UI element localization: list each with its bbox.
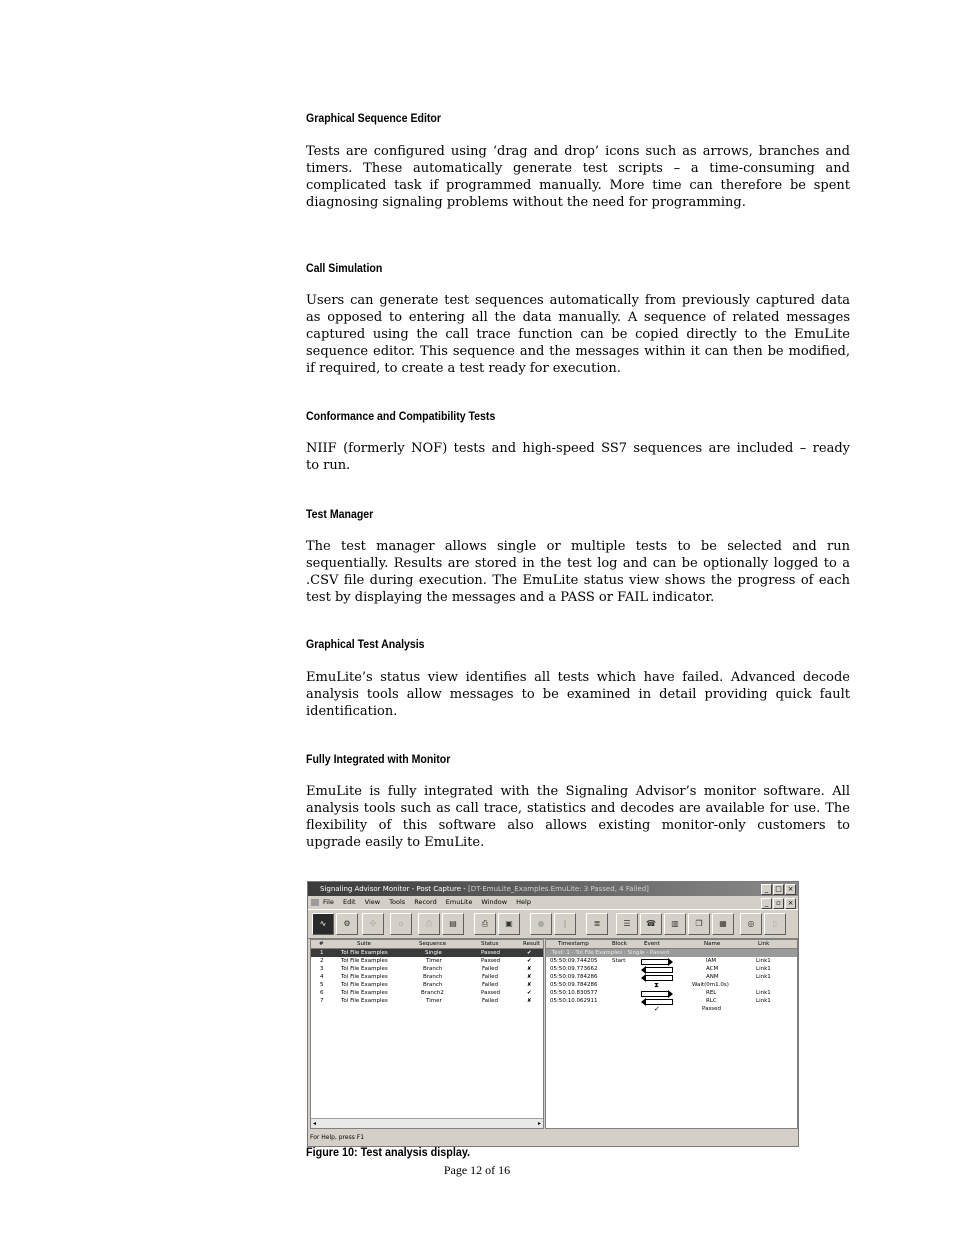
app-titlebar <box>308 882 798 896</box>
event-name: ANM <box>706 974 719 980</box>
event-timestamp: 05:50:09.773662 <box>550 966 598 972</box>
check-icon: ✔ <box>527 958 532 964</box>
toolbar <box>308 909 798 939</box>
column-header[interactable]: Event <box>644 941 660 947</box>
row-status: Failed <box>482 982 498 988</box>
figure-caption: Figure 10: Test analysis display. <box>306 1145 471 1159</box>
event-timestamp: 05:50:10.062911 <box>550 998 598 1004</box>
row-sequence: Timer <box>426 998 442 1004</box>
test-list-header <box>311 940 543 949</box>
child-minimize-icon[interactable]: _ <box>761 898 772 909</box>
text-line: EmuLite’s status view identifies all tests which have failed. Advanced decode <box>306 670 850 685</box>
table-row[interactable] <box>311 949 543 957</box>
print-icon[interactable]: ⎙ <box>474 913 496 935</box>
menu-help[interactable]: Help <box>516 898 531 906</box>
row-sequence: Single <box>425 950 442 956</box>
incoming-arrow-icon <box>646 967 673 973</box>
text-line: Users can generate test sequences automatically from previously captured data <box>306 293 850 308</box>
page-number: Page 12 of 16 <box>443 1163 511 1177</box>
network-icon[interactable]: ✣ <box>362 913 384 935</box>
row-status: Passed <box>481 958 501 964</box>
table-row[interactable] <box>311 973 543 981</box>
menu-tools[interactable]: Tools <box>389 898 406 906</box>
event-link: Link1 <box>756 974 771 980</box>
event-name: IAM <box>706 958 717 964</box>
binary-icon[interactable]: ◎ <box>740 913 762 935</box>
event-row <box>546 1005 797 1013</box>
text-line: diagnosing signaling problems without the need for programming. <box>306 195 746 210</box>
text-line: The test manager allows single or multiple tests to be selected and run <box>306 539 850 554</box>
event-row[interactable] <box>546 981 797 989</box>
row-suite: Tol File Examples <box>341 950 388 956</box>
text-line: as opposed to entering all the data manually. A sequence of related messages <box>306 310 850 325</box>
printer-icon[interactable]: ⎙ <box>418 913 440 935</box>
row-number: 2 <box>320 958 324 964</box>
window-icon[interactable]: ❐ <box>688 913 710 935</box>
row-suite: Tol File Examples <box>341 982 388 988</box>
event-link: Link1 <box>756 958 771 964</box>
record-icon[interactable]: ● <box>530 913 552 935</box>
section-heading: Conformance and Compatibility Tests <box>306 409 496 423</box>
child-restore-icon[interactable]: ▫ <box>773 898 784 909</box>
cross-icon: ✘ <box>527 966 532 972</box>
row-number: 1 <box>320 950 324 956</box>
row-status: Passed <box>481 990 501 996</box>
row-sequence: Branch <box>423 982 443 988</box>
cross-icon: ✘ <box>527 998 532 1004</box>
section-heading: Call Simulation <box>306 261 383 275</box>
row-suite: Tol File Examples <box>341 974 388 980</box>
event-name: RLC <box>706 998 717 1004</box>
column-header[interactable]: Timestamp <box>558 941 589 947</box>
event-timestamp: 05:50:09.784286 <box>550 982 598 988</box>
row-suite: Tol File Examples <box>341 998 388 1004</box>
waveform-icon[interactable]: ∿ <box>312 913 334 935</box>
cross-icon: ✘ <box>527 982 532 988</box>
maximize-icon[interactable]: □ <box>773 884 784 895</box>
menu-record[interactable]: Record <box>414 898 437 906</box>
layout-icon[interactable]: ▯ <box>764 913 786 935</box>
section-paragraph <box>306 783 850 851</box>
column-header[interactable]: Result <box>523 941 540 947</box>
column-header[interactable]: # <box>319 941 324 947</box>
table-row[interactable] <box>311 997 543 1005</box>
row-number: 4 <box>320 974 324 980</box>
settings-gear-icon[interactable]: ⚙ <box>336 913 358 935</box>
event-link: Link1 <box>756 990 771 996</box>
row-sequence: Branch <box>423 974 443 980</box>
outgoing-arrow-icon <box>641 959 668 965</box>
column-header[interactable]: Name <box>704 941 721 947</box>
row-number: 3 <box>320 966 324 972</box>
menu-view[interactable]: View <box>364 898 381 906</box>
save-icon[interactable]: ▣ <box>498 913 520 935</box>
menu-bar <box>308 896 798 909</box>
text-line: timers. These automatically generate test scripts – a time-consuming and <box>306 161 850 176</box>
statistics-icon[interactable]: ▥ <box>664 913 686 935</box>
test-analysis-screenshot <box>307 881 799 1147</box>
status-view-pane <box>545 939 798 1129</box>
text-line: test by displaying the messages and a PASS or FAIL indicator. <box>306 590 715 605</box>
status-bar: For Help, press F1 <box>310 1134 365 1141</box>
table-row[interactable] <box>311 981 543 989</box>
home-icon[interactable]: ⌂ <box>390 913 412 935</box>
decode-icon[interactable]: ≣ <box>586 913 608 935</box>
row-status: Failed <box>482 974 498 980</box>
child-close-icon[interactable]: × <box>785 898 796 909</box>
section-paragraph <box>306 440 850 474</box>
phone-icon[interactable]: ☎ <box>640 913 662 935</box>
menu-file[interactable]: File <box>323 898 334 906</box>
text-line: identification. <box>306 704 398 719</box>
test-summary-text: Test: 1 - Tol File Examples : Single - Passed <box>552 950 669 956</box>
menu-emulite[interactable]: EmuLite <box>445 898 473 906</box>
data-icon[interactable]: ▦ <box>712 913 734 935</box>
section-paragraph <box>306 538 850 606</box>
event-name: REL <box>706 990 717 996</box>
scroll-right-icon[interactable]: ▸ <box>537 1120 541 1127</box>
event-block: Start <box>612 958 626 964</box>
minimize-icon[interactable]: _ <box>761 884 772 895</box>
text-line: analysis tools such as call trace, statistics and decodes are available for use. The <box>306 801 850 816</box>
event-name: Wait(0m1.0s) <box>692 982 729 988</box>
section-heading: Graphical Test Analysis <box>306 637 425 651</box>
column-header[interactable]: Sequence <box>419 941 447 947</box>
column-header[interactable]: Status <box>481 941 499 947</box>
text-line: sequentially. Results are stored in the test log and can be optionally logged to a <box>306 556 850 571</box>
scroll-left-icon[interactable]: ◂ <box>313 1120 317 1127</box>
row-suite: Tol File Examples <box>341 958 388 964</box>
event-link: Link1 <box>756 966 771 972</box>
test-summary-row <box>546 949 797 957</box>
event-timestamp: 05:50:09.784286 <box>550 974 598 980</box>
text-line: to run. <box>306 458 351 473</box>
section-paragraph <box>306 143 850 211</box>
text-line: upgrade easily to EmuLite. <box>306 835 485 850</box>
horizontal-scrollbar[interactable] <box>311 1118 543 1128</box>
menu-edit[interactable]: Edit <box>342 898 356 906</box>
section-heading: Fully Integrated with Monitor <box>306 752 451 766</box>
row-sequence: Branch <box>423 966 443 972</box>
status-view-header <box>546 940 797 949</box>
row-sequence: Timer <box>426 958 442 964</box>
document-icon <box>311 899 319 906</box>
test-list-pane <box>310 939 544 1129</box>
check-icon: ✔ <box>527 950 532 956</box>
list-icon[interactable]: ☰ <box>616 913 638 935</box>
table-row[interactable] <box>311 965 543 973</box>
row-status: Failed <box>482 998 498 1004</box>
cross-icon: ✘ <box>527 974 532 980</box>
row-sequence: Branch2 <box>421 990 444 996</box>
text-line: complicated task if programmed manually. More time can therefore be spent <box>306 178 850 193</box>
row-suite: Tol File Examples <box>341 990 388 996</box>
section-heading: Test Manager <box>306 507 374 521</box>
text-line: sequence editor. This sequence and the messages within it can then be modified, <box>306 344 850 359</box>
incoming-arrow-icon <box>646 975 673 981</box>
event-link: Link1 <box>756 998 771 1004</box>
text-line: Tests are configured using ‘drag and drop’ icons such as arrows, branches and <box>306 144 850 159</box>
event-timestamp: 05:50:10.830577 <box>550 990 598 996</box>
section-paragraph <box>306 292 850 377</box>
window-title: Signaling Advisor Monitor - Post Capture - <box>320 885 469 893</box>
text-line: NIIF (formerly NOF) tests and high-speed SS7 sequences are included – ready <box>306 441 850 456</box>
pause-icon[interactable]: ‖ <box>554 913 576 935</box>
row-status: Failed <box>482 966 498 972</box>
print-preview-icon[interactable]: ▤ <box>442 913 464 935</box>
text-line: flexibility of this software also allows existing monitor-only customers to <box>306 818 850 833</box>
close-icon[interactable]: × <box>785 884 796 895</box>
column-header[interactable]: Suite <box>357 941 372 947</box>
row-number: 6 <box>320 990 324 996</box>
row-status: Passed <box>481 950 501 956</box>
table-row[interactable] <box>311 989 543 997</box>
row-number: 5 <box>320 982 324 988</box>
text-line: if required, to create a test ready for execution. <box>306 361 621 376</box>
section-paragraph <box>306 669 850 720</box>
window-title-detail: [DT-EmuLite_Examples.EmuLite: 3 Passed, 4 Failed] <box>468 885 649 893</box>
column-header[interactable]: Block <box>612 941 627 947</box>
text-line: EmuLite is fully integrated with the Signaling Advisor’s monitor software. All <box>306 784 850 799</box>
section-heading: Graphical Sequence Editor <box>306 111 441 125</box>
event-name: ACM <box>706 966 719 972</box>
row-suite: Tol File Examples <box>341 966 388 972</box>
text-line: analysis tools allow messages to be examined in detail providing quick fault <box>306 687 850 702</box>
text-line: .CSV file during execution. The EmuLite status view shows the progress of each <box>306 573 850 588</box>
text-line: captured using the call trace function can be copied directly to the EmuLite <box>306 327 850 342</box>
outgoing-arrow-icon <box>641 991 668 997</box>
event-timestamp: 05:50:09.744205 <box>550 958 598 964</box>
check-icon: ✓ <box>654 1005 660 1013</box>
final-result: Passed <box>702 1006 722 1012</box>
check-icon: ✔ <box>527 990 532 996</box>
row-number: 7 <box>320 998 324 1004</box>
menu-window[interactable]: Window <box>481 898 508 906</box>
column-header[interactable]: Link <box>758 941 770 947</box>
hourglass-icon: ⧗ <box>654 981 659 989</box>
table-row[interactable] <box>311 957 543 965</box>
